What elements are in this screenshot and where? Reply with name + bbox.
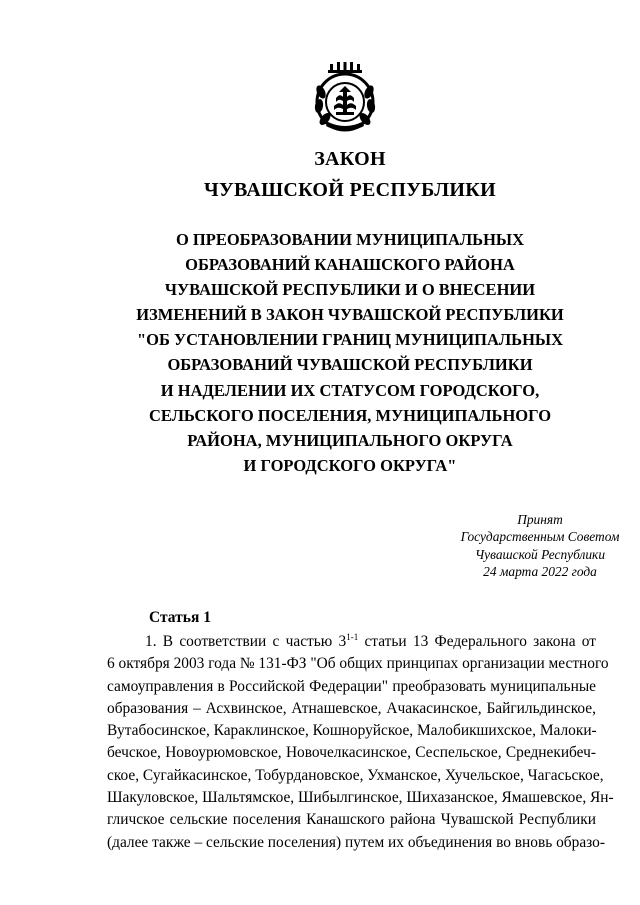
adoption-line: Принят <box>517 512 563 527</box>
subject-line: ИЗМЕНЕНИЙ В ЗАКОН ЧУВАШСКОЙ РЕСПУБЛИКИ <box>136 305 564 325</box>
article-line: самоуправления в Российской Федерации" преобразовать муниципальные <box>107 677 596 695</box>
article-line: ское, Сугайкасинское, Тобурдановское, Ухманское, Хучельское, Чагасьское, <box>107 766 604 784</box>
adoption-note <box>400 511 640 581</box>
article-line: Шакуловское, Шальтямское, Шибылгинское, Шихазанское, Ямашевское, Ян- <box>107 789 614 807</box>
republic-title: ЧУВАШСКОЙ РЕСПУБЛИКИ <box>204 179 496 201</box>
subject-line: И НАДЕЛЕНИИ ИХ СТАТУСОМ ГОРОДСКОГО, <box>160 380 540 400</box>
subject-line: ОБРАЗОВАНИЙ КАНАШСКОГО РАЙОНА <box>185 255 515 275</box>
law-subject <box>0 227 640 478</box>
subject-line: "ОБ УСТАНОВЛЕНИИ ГРАНИЦ МУНИЦИПАЛЬНЫХ <box>136 330 564 350</box>
subject-line: И ГОРОДСКОГО ОКРУГА" <box>243 455 457 475</box>
adoption-line: Чувашской Республики <box>474 546 606 562</box>
article-heading: Статья 1 <box>149 609 211 626</box>
adoption-line: Государственным Советом <box>460 529 620 545</box>
subject-line: ОБРАЗОВАНИЙ ЧУВАШСКОЙ РЕСПУБЛИКИ <box>167 355 533 375</box>
article-line-start: 1. В соответствии с частью 3 <box>145 633 347 650</box>
law-title: ЗАКОН <box>314 148 386 170</box>
article-line: образования – Асхвинское, Атнашевское, Ачакасинское, Байгильдинское, <box>107 699 596 717</box>
subject-line: О ПРЕОБРАЗОВАНИИ МУНИЦИПАЛЬНЫХ <box>175 230 525 249</box>
adoption-date: 24 марта 2022 года <box>483 564 597 580</box>
article-line-end: статьи 13 Федерального закона от <box>358 633 596 650</box>
article-line: (далее также – сельские поселения) путем их объединения во вновь образо- <box>107 833 605 851</box>
subject-line: СЕЛЬСКОГО ПОСЕЛЕНИЯ, МУНИЦИПАЛЬНОГО <box>148 405 552 425</box>
subject-line: РАЙОНА, МУНИЦИПАЛЬНОГО ОКРУГА <box>187 430 513 450</box>
article-superscript: 1-1 <box>346 632 359 642</box>
article-body <box>107 626 614 854</box>
article-line: бечское, Новоурюмовское, Новочелкасинское, Сеспельское, Среднекибеч- <box>107 744 596 762</box>
subject-line: ЧУВАШСКОЙ РЕСПУБЛИКИ И О ВНЕСЕНИИ <box>164 280 536 300</box>
article-line <box>107 626 596 653</box>
article-line: гличское сельские поселения Канашского района Чувашской Республики <box>107 811 596 829</box>
chuvash-emblem-icon <box>312 62 378 134</box>
article-line: 6 октября 2003 года № 131-ФЗ "Об общих принципах организации местного <box>107 655 609 673</box>
article-line: Вутабосинское, Караклинское, Кошноруйское, Малобикшихское, Малоки- <box>107 722 597 740</box>
